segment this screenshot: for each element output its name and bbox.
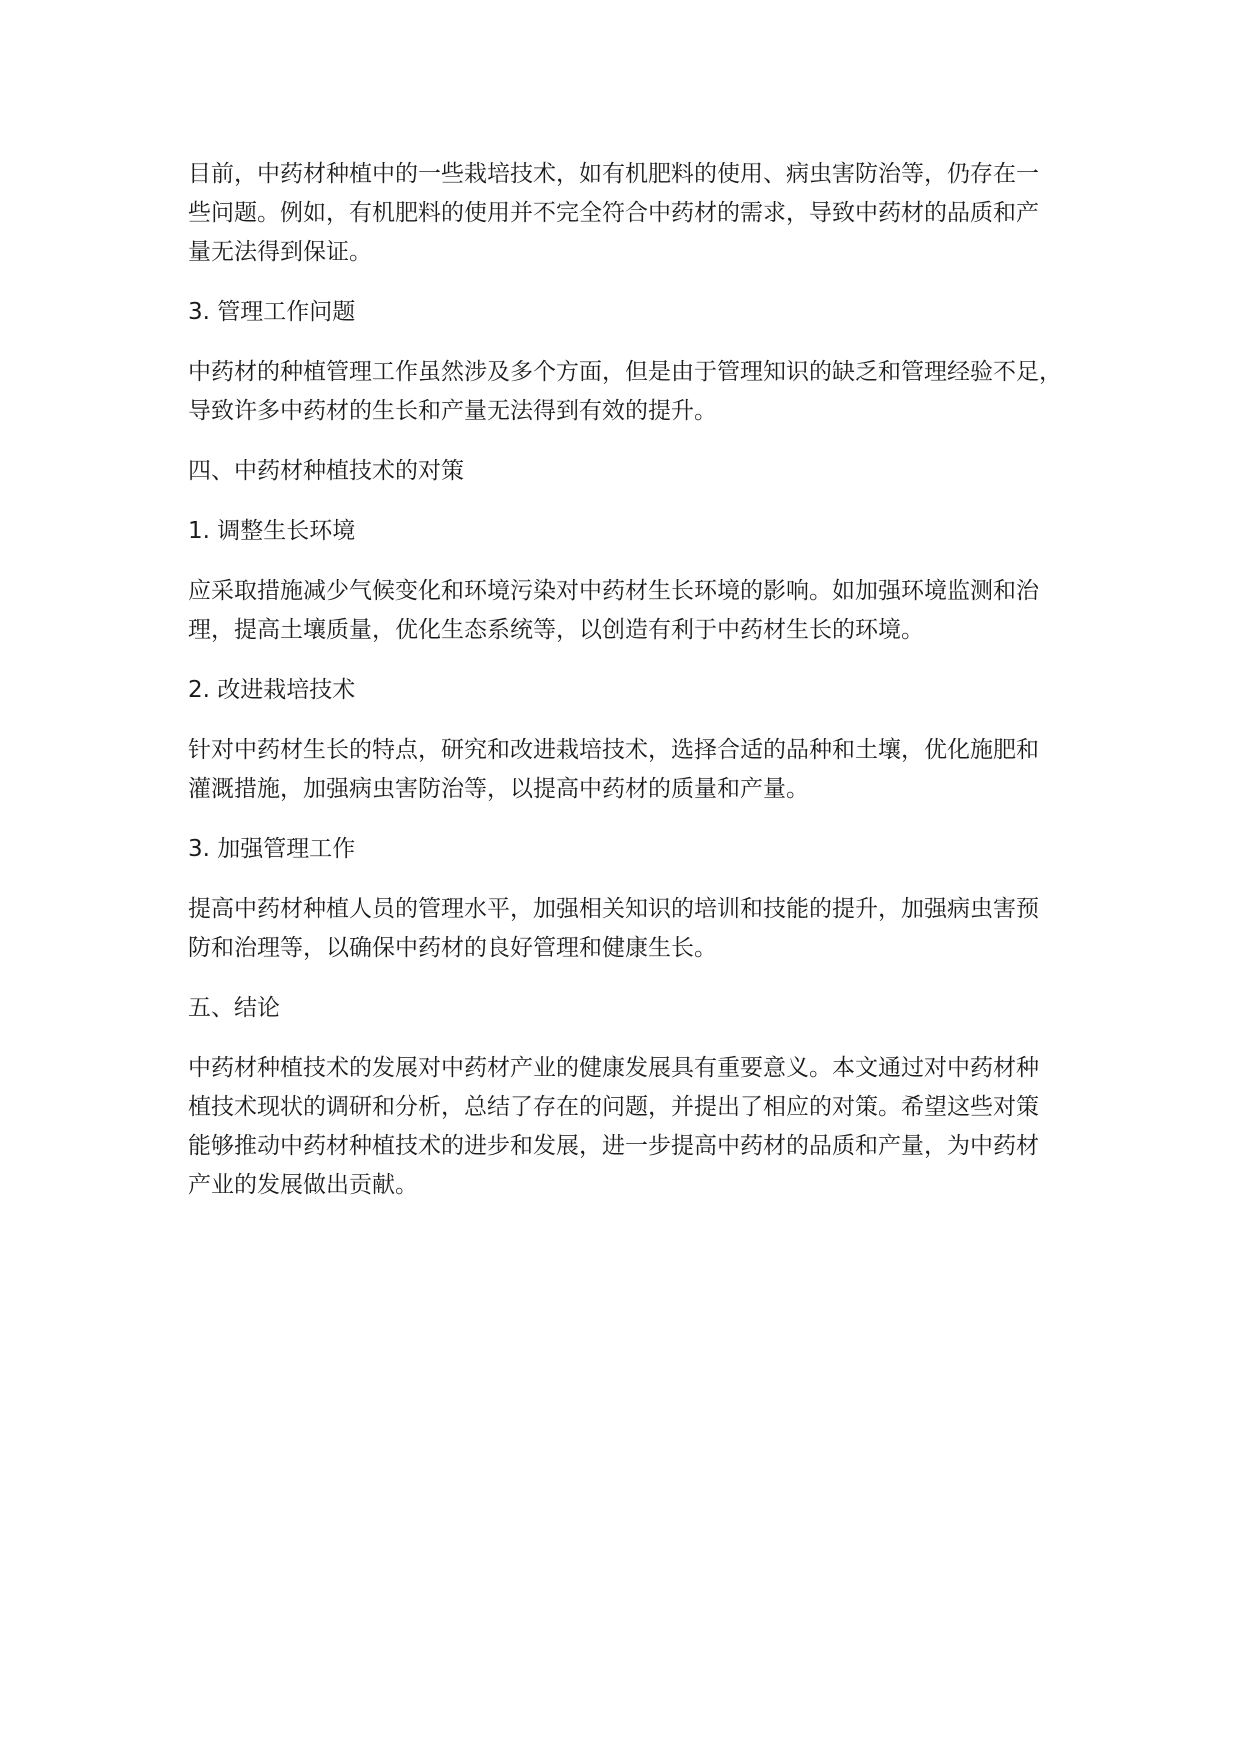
paragraph-line: 植技术现状的调研和分析，总结了存在的问题，并提出了相应的对策。希望这些对策 bbox=[188, 1094, 1039, 1120]
document-body bbox=[188, 155, 1078, 1226]
heading-text: 3. 管理工作问题 bbox=[188, 299, 356, 325]
paragraph-line: 灌溉措施，加强病虫害防治等，以提高中药材的质量和产量。 bbox=[188, 776, 809, 802]
heading-text: 2. 改进栽培技术 bbox=[188, 677, 356, 703]
heading-strengthen-management bbox=[188, 830, 1078, 869]
paragraph-line: 防和治理等，以确保中药材的良好管理和健康生长。 bbox=[188, 935, 717, 961]
paragraph-line: 目前，中药材种植中的一些栽培技术，如有机肥料的使用、病虫害防治等，仍存在一 bbox=[188, 161, 1039, 187]
heading-improve-cultivation bbox=[188, 671, 1078, 710]
heading-section-four bbox=[188, 452, 1078, 491]
paragraph-line: 中药材的种植管理工作虽然涉及多个方面，但是由于管理知识的缺乏和管理经验不足， bbox=[188, 359, 1062, 385]
paragraph-line: 提高中药材种植人员的管理水平，加强相关知识的培训和技能的提升，加强病虫害预 bbox=[188, 896, 1039, 922]
paragraph-line: 能够推动中药材种植技术的进步和发展，进一步提高中药材的品质和产量，为中药材 bbox=[188, 1133, 1039, 1159]
heading-text: 1. 调整生长环境 bbox=[188, 518, 356, 544]
paragraph-line: 理，提高土壤质量，优化生态系统等，以创造有利于中药材生长的环境。 bbox=[188, 617, 924, 643]
paragraph-line: 应采取措施减少气候变化和环境污染对中药材生长环境的影响。如加强环境监测和治 bbox=[188, 578, 1039, 604]
heading-text: 四、中药材种植技术的对策 bbox=[188, 458, 464, 484]
paragraph-line: 中药材种植技术的发展对中药材产业的健康发展具有重要意义。本文通过对中药材种 bbox=[188, 1055, 1039, 1081]
paragraph-cultivation-issues bbox=[188, 155, 1078, 272]
paragraph-strengthen-management bbox=[188, 890, 1078, 968]
paragraph-conclusion bbox=[188, 1049, 1078, 1205]
paragraph-line: 针对中药材生长的特点，研究和改进栽培技术，选择合适的品种和土壤，优化施肥和 bbox=[188, 737, 1039, 763]
paragraph-line: 导致许多中药材的生长和产量无法得到有效的提升。 bbox=[188, 398, 717, 424]
paragraph-line: 些问题。例如，有机肥料的使用并不完全符合中药材的需求，导致中药材的品质和产 bbox=[188, 200, 1039, 226]
paragraph-line: 产业的发展做出贡献。 bbox=[188, 1172, 418, 1198]
heading-text: 五、结论 bbox=[188, 995, 280, 1021]
paragraph-adjust-environment bbox=[188, 572, 1078, 650]
paragraph-management-issues bbox=[188, 353, 1078, 431]
heading-text: 3. 加强管理工作 bbox=[188, 836, 356, 862]
heading-adjust-environment bbox=[188, 512, 1078, 551]
paragraph-line: 量无法得到保证。 bbox=[188, 239, 372, 265]
heading-management-issues bbox=[188, 293, 1078, 332]
paragraph-improve-cultivation bbox=[188, 731, 1078, 809]
heading-conclusion bbox=[188, 989, 1078, 1028]
